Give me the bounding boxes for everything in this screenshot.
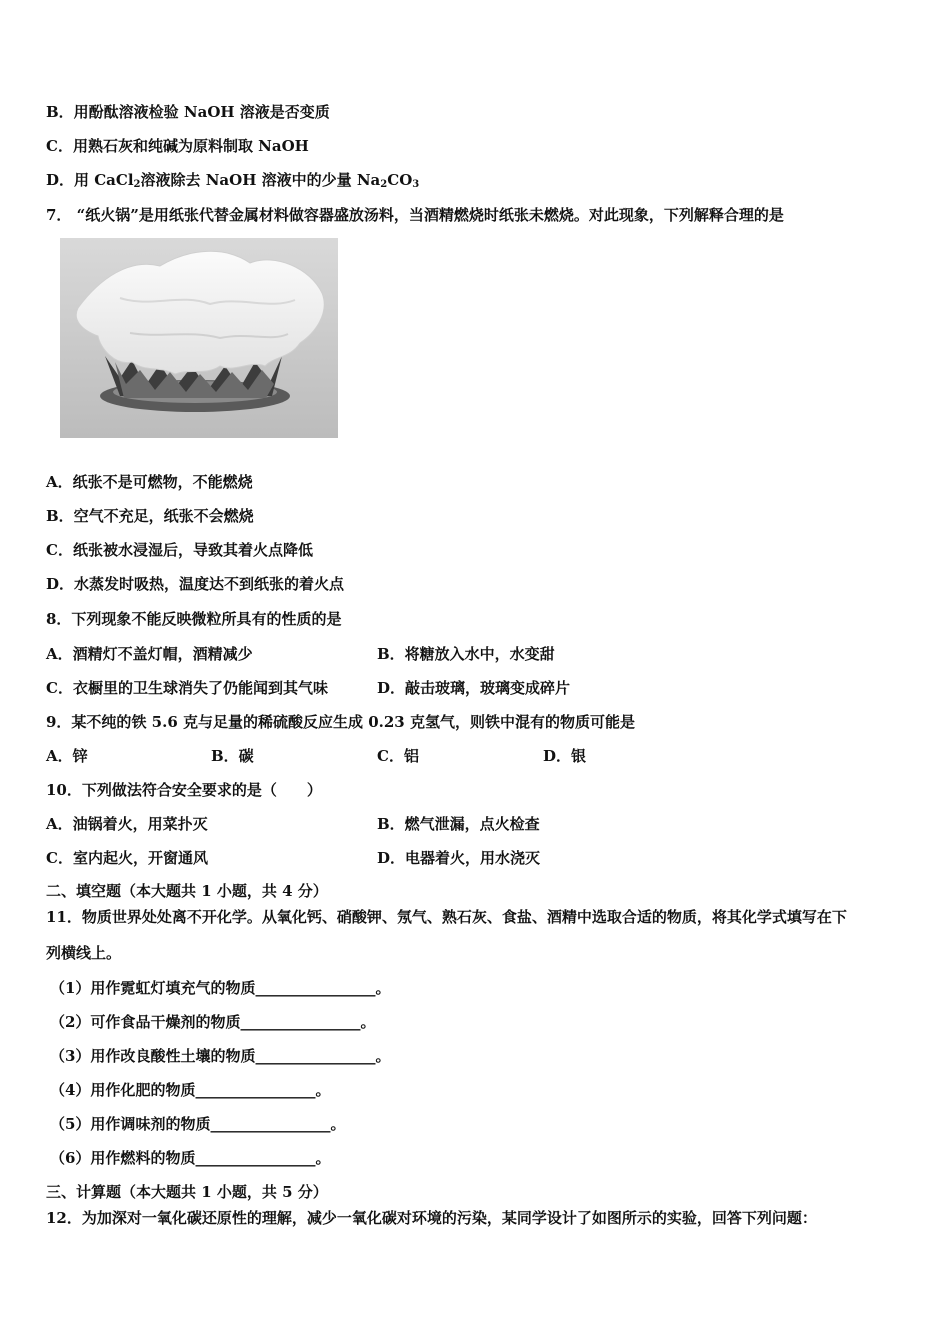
q11-item-3: （3）用作改良酸性土壤的物质________________。 <box>50 1047 391 1065</box>
q6-d-sub2: 2 <box>380 179 388 190</box>
q11-item-1: （1）用作霓虹灯填充气的物质________________。 <box>50 979 391 997</box>
q6-d-mid: 溶液除去 NaOH 溶液中的少量 Na <box>140 171 381 189</box>
q10-option-d: D．电器着火，用水浇灭 <box>377 849 541 867</box>
q7-option-c: C．纸张被水浸湿后，导致其着火点降低 <box>46 541 313 559</box>
section-fill-in-heading: 二、填空题（本大题共 1 小题，共 4 分） <box>46 882 328 900</box>
q8-option-d: D．敲击玻璃，玻璃变成碎片 <box>377 679 571 697</box>
q11-item-4: （4）用作化肥的物质________________。 <box>50 1081 331 1099</box>
q12-stem: 12．为加深对一氧化碳还原性的理解，减少一氧化碳对环境的污染，某同学设计了如图所示的实验，回答下列问题： <box>46 1209 817 1227</box>
q6-option-b: B．用酚酞溶液检验 NaOH 溶液是否变质 <box>46 103 330 121</box>
q7-option-b: B．空气不充足，纸张不会燃烧 <box>46 507 254 525</box>
q10-option-b: B．燃气泄漏，点火检查 <box>377 815 540 833</box>
q9-option-b: B．碳 <box>211 747 254 765</box>
q8-option-c: C．衣橱里的卫生球消失了仍能闻到其气味 <box>46 679 328 697</box>
q10-option-c: C．室内起火，开窗通风 <box>46 849 208 867</box>
q6-option-c: C．用熟石灰和纯碱为原料制取 NaOH <box>46 137 309 155</box>
q11-item-5: （5）用作调味剂的物质________________。 <box>50 1115 346 1133</box>
q6-d-prefix: D．用 CaCl <box>46 171 134 189</box>
q10-option-a: A．油锅着火，用菜扑灭 <box>46 815 208 833</box>
q7-option-d: D．水蒸发时吸热，温度达不到纸张的着火点 <box>46 575 345 593</box>
q9-option-a: A．锌 <box>46 747 88 765</box>
q6-d-mid2: CO <box>387 171 413 189</box>
q6-option-d <box>46 170 419 190</box>
q7-option-a: A．纸张不是可燃物，不能燃烧 <box>46 473 253 491</box>
q9-option-c: C．铝 <box>377 747 419 765</box>
paper-hotpot-photo <box>60 238 338 438</box>
q9-option-d: D．银 <box>543 747 587 765</box>
q7-stem: 7． “纸火锅”是用纸张代替金属材料做容器盛放汤料，当酒精燃烧时纸张未燃烧。对此现象，下列解释合理的是 <box>46 206 784 224</box>
section-calculation-heading: 三、计算题（本大题共 1 小题，共 5 分） <box>46 1183 328 1201</box>
q8-stem: 8．下列现象不能反映微粒所具有的性质的是 <box>46 610 342 628</box>
q10-stem: 10．下列做法符合安全要求的是（ ） <box>46 781 322 799</box>
q9-stem: 9．某不纯的铁 5.6 克与足量的稀硫酸反应生成 0.23 克氢气，则铁中混有的物质可能是 <box>46 713 635 731</box>
q8-option-b: B．将糖放入水中，水变甜 <box>377 645 555 663</box>
q6-d-sub3: 3 <box>412 179 420 190</box>
q11-item-6: （6）用作燃料的物质________________。 <box>50 1149 331 1167</box>
q11-item-2: （2）可作食品干燥剂的物质________________。 <box>50 1013 376 1031</box>
q11-stem-line1: 11．物质世界处处离不开化学。从氧化钙、硝酸钾、氖气、熟石灰、食盐、酒精中选取合适的物质，将其化学式填写在下 <box>46 908 847 926</box>
q6-d-sub1: 2 <box>133 179 141 190</box>
q11-stem-line2: 列横线上。 <box>46 944 122 962</box>
q8-option-a: A．酒精灯不盖灯帽，酒精减少 <box>46 645 253 663</box>
